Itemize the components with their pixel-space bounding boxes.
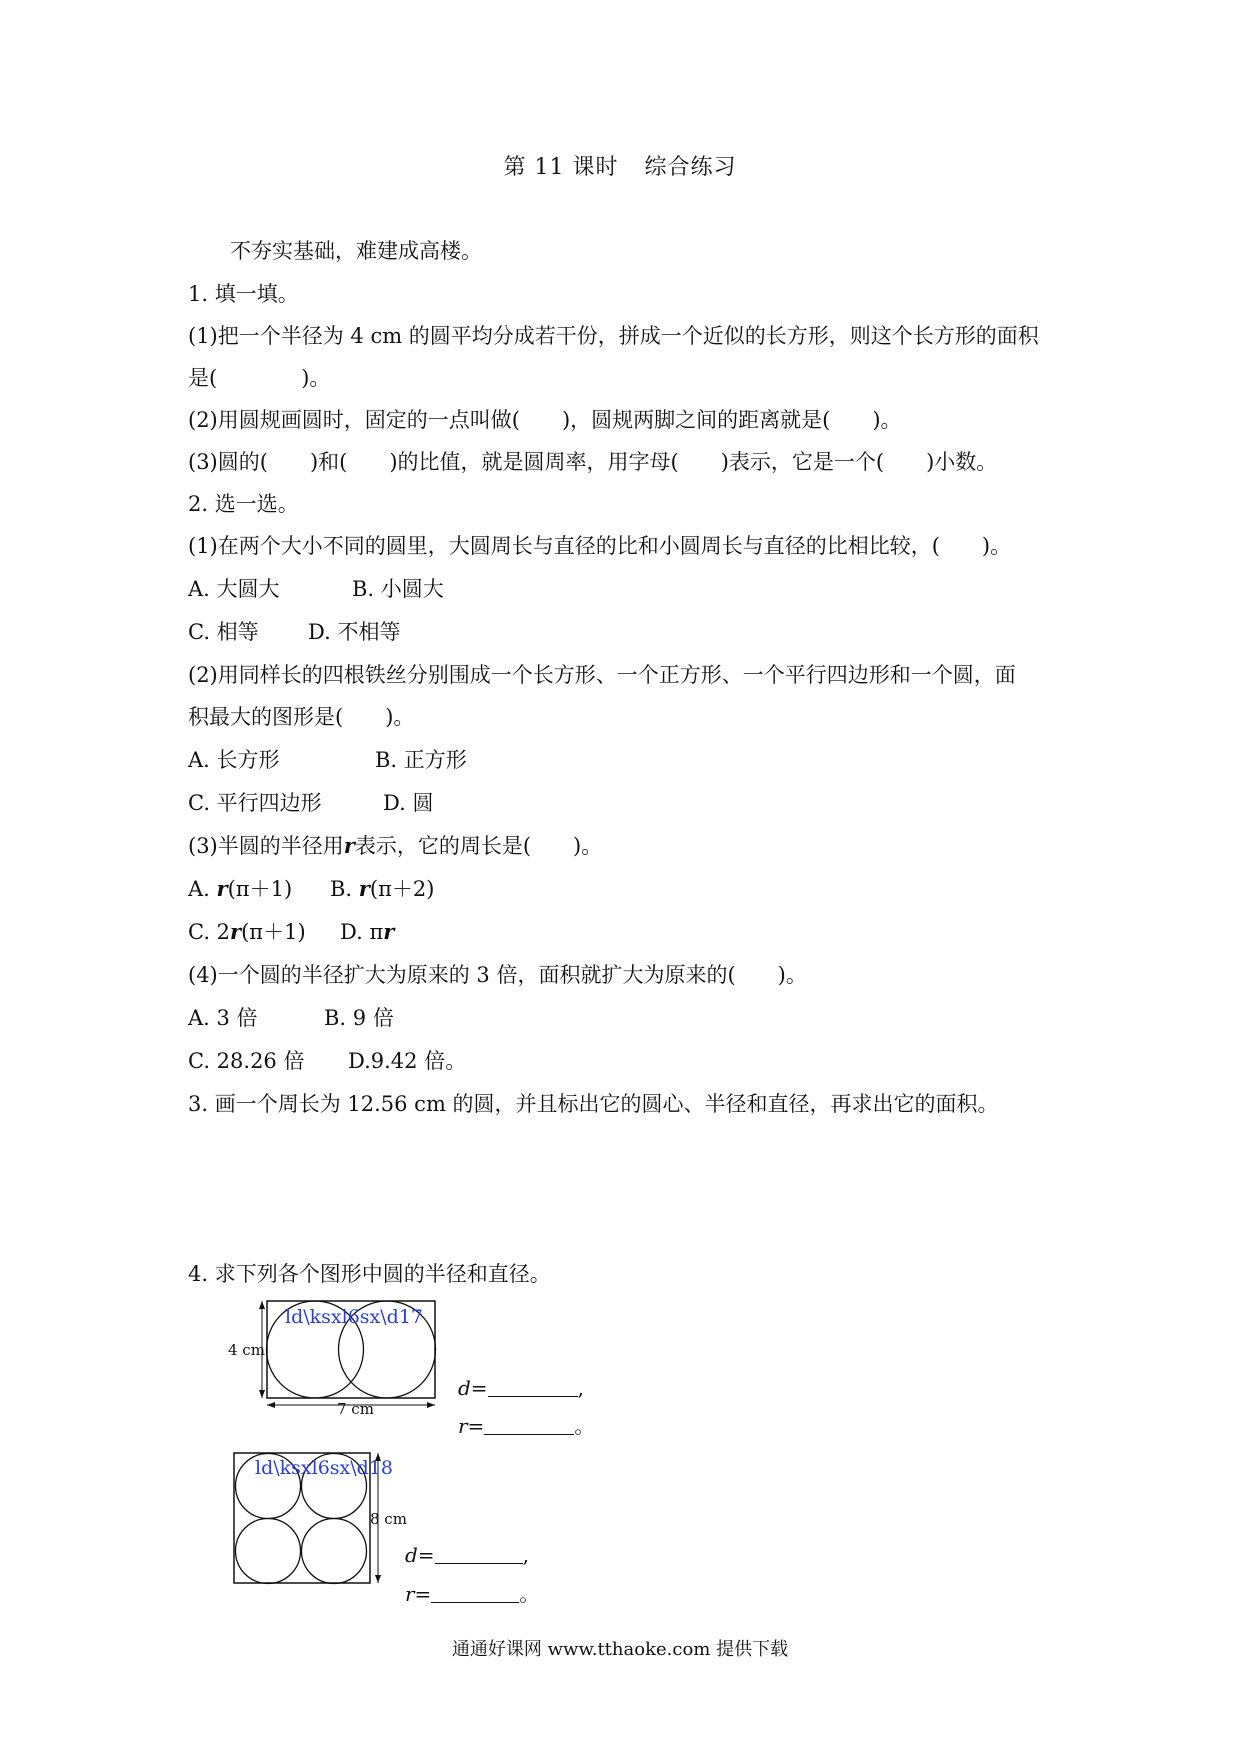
opt-var: r — [383, 919, 395, 944]
q2-p3 — [188, 832, 602, 860]
fig1-arrow-right — [427, 1402, 435, 1408]
r-blank — [484, 1414, 574, 1435]
fig1-arrow-down — [259, 1390, 265, 1398]
fig1-answer-r — [458, 1410, 594, 1439]
opt-var: r — [230, 919, 242, 944]
q1-s3: (3)圆的( )和( )的比值，就是圆周率，用字母( )表示，它是一个( )小数。 — [188, 450, 998, 474]
page-title — [0, 150, 1240, 181]
q2-p3-pre: (3)半圆的半径用 — [188, 834, 344, 858]
fig1-arrow-left — [267, 1402, 275, 1408]
fig2-ref: ld\ksxl6sx\d18 — [255, 1457, 393, 1479]
q4-heading: 4. 求下列各个图形中圆的半径和直径。 — [188, 1262, 551, 1286]
fig2-answer-r — [405, 1578, 539, 1607]
opt-suffix: (π＋1) — [227, 877, 293, 901]
fig2-circle-bl — [236, 1519, 301, 1584]
opt-prefix: D. π — [340, 920, 384, 944]
page-footer: 通通好课网 www.tthaoke.com 提供下载 — [451, 1639, 789, 1660]
opt-suffix: (π＋2) — [369, 877, 435, 901]
q2-p2-option-c: C. 平行四边形 — [188, 791, 322, 815]
q2-p3-post: 表示，它的周长是( )。 — [354, 834, 603, 858]
opt-suffix: (π＋1) — [241, 920, 306, 944]
fig1-arrow-up — [259, 1301, 265, 1309]
q1-s1-line2: 是( )。 — [188, 366, 331, 390]
fig1-ref: ld\ksxl6sx\d17 — [285, 1306, 423, 1328]
opt-prefix: C. 2 — [188, 920, 231, 944]
q2-p3-option-a — [188, 875, 292, 903]
q2-p2-option-b: B. 正方形 — [375, 748, 467, 772]
d-label: d= — [405, 1543, 435, 1567]
fig1-answer-d — [458, 1376, 584, 1400]
q2-p2-line1: (2)用同样长的四根铁丝分别围成一个长方形、一个正方形、一个平行四边形和一个圆，面 — [188, 663, 1016, 687]
q1-s2: (2)用圆规画圆时，固定的一点叫做( )，圆规两脚之间的距离就是( )。 — [188, 408, 902, 432]
q2-p2-line2: 积最大的图形是( )。 — [188, 705, 415, 729]
q1-s1-line1: (1)把一个半径为 4 cm 的圆平均分成若干份，拼成一个近似的长方形，则这个长方形的面积 — [188, 324, 1039, 348]
r-label: r= — [405, 1582, 432, 1606]
q2-p1-option-b: B. 小圆大 — [352, 577, 444, 601]
opt-var: r — [216, 876, 228, 901]
q2-p2-option-d: D. 圆 — [383, 791, 434, 815]
q3: 3. 画一个周长为 12.56 cm 的圆，并且标出它的圆心、半径和直径，再求出它的面积。 — [188, 1092, 999, 1116]
fig2-answer-d — [405, 1543, 529, 1567]
fig2-circle-br — [302, 1519, 367, 1584]
figure-1 — [225, 1298, 440, 1418]
q2-p2-option-a: A. 长方形 — [188, 748, 280, 772]
period: 。 — [519, 1582, 540, 1606]
lesson-number: 第 11 课时 — [503, 155, 619, 180]
q2-p4-option-d: D.9.42 倍。 — [348, 1049, 467, 1073]
opt-var: r — [358, 876, 370, 901]
period: 。 — [574, 1414, 595, 1438]
fig1-width-label: 7 cm — [337, 1400, 374, 1418]
q2-p3-option-b — [330, 875, 434, 903]
q2-p3-option-d — [340, 918, 394, 946]
figure-2 — [228, 1450, 423, 1632]
q2-p1-option-c: C. 相等 — [188, 620, 259, 644]
fig2-arrow-down — [375, 1575, 381, 1583]
q2-p4-option-b: B. 9 倍 — [324, 1006, 394, 1030]
q2-p4-option-a: A. 3 倍 — [188, 1006, 258, 1030]
q1-heading: 1. 填一填。 — [188, 282, 299, 306]
q2-p1-option-a: A. 大圆大 — [188, 577, 280, 601]
opt-prefix: B. — [330, 877, 359, 901]
q2-p1: (1)在两个大小不同的圆里，大圆周长与直径的比和小圆周长与直径的比相比较，( )。 — [188, 534, 1012, 558]
q2-p3-option-c — [188, 918, 306, 946]
fig1-height-label: 4 cm — [228, 1341, 265, 1359]
motto: 不夯实基础，难建成高楼。 — [230, 239, 482, 263]
q2-p4: (4)一个圆的半径扩大为原来的 3 倍，面积就扩大为原来的( )。 — [188, 963, 807, 987]
q2-heading: 2. 选一选。 — [188, 492, 299, 516]
comma: , — [522, 1543, 529, 1567]
r-label: r= — [458, 1414, 485, 1438]
q2-p4-option-c: C. 28.26 倍 — [188, 1049, 305, 1073]
comma: , — [577, 1376, 584, 1400]
d-blank — [435, 1543, 523, 1564]
r-blank — [431, 1582, 519, 1603]
lesson-topic: 综合练习 — [644, 155, 737, 180]
q2-p1-option-d: D. 不相等 — [308, 620, 401, 644]
q2-p3-var: r — [343, 833, 355, 858]
fig2-height-label: 8 cm — [370, 1510, 407, 1528]
d-blank — [488, 1376, 578, 1397]
d-label: d= — [458, 1376, 488, 1400]
opt-prefix: A. — [188, 877, 217, 901]
